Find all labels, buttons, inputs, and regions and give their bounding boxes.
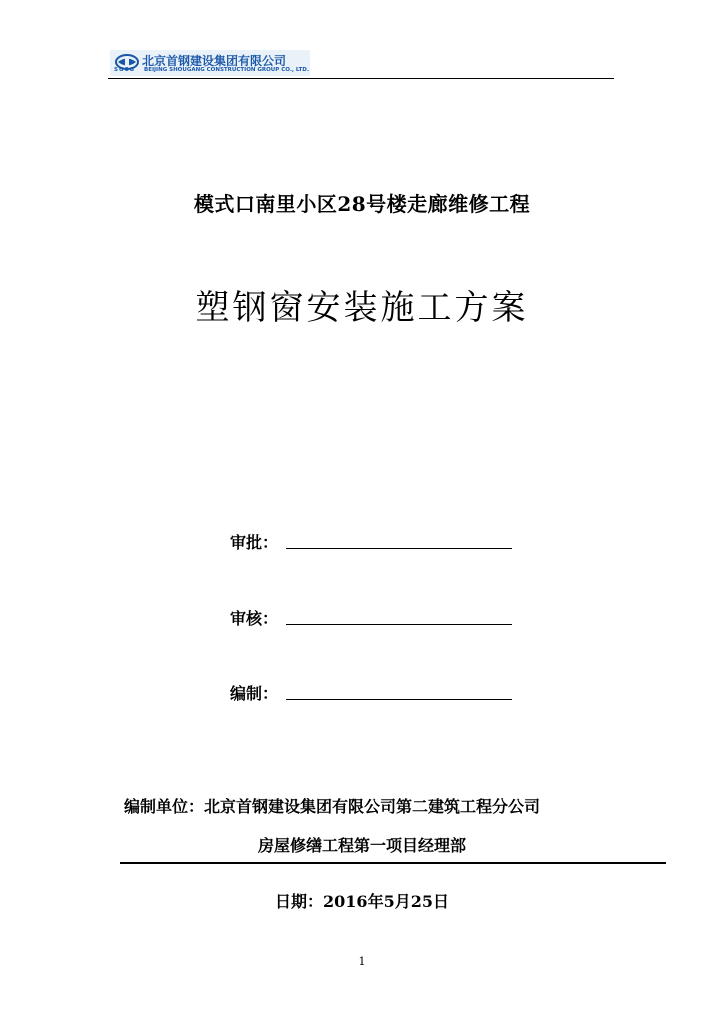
project-title: 模式口南里小区28号楼走廊维修工程: [193, 192, 531, 216]
review-label: 审核：: [230, 609, 279, 628]
footer-divider: [120, 862, 666, 864]
document-title: 塑钢窗安装施工方案: [195, 288, 529, 328]
company-logo: [110, 50, 310, 78]
document-date: 日期：2016年5月25日: [275, 892, 449, 911]
company-english-name: BEIJING SHOUGANG CONSTRUCTION GROUP CO., LTD.: [144, 67, 309, 73]
department: 房屋修缮工程第一项目经理部: [257, 836, 466, 855]
approval-label: 审批：: [230, 533, 279, 552]
page-number: 1: [358, 955, 366, 968]
company-abbr: SGCG: [114, 67, 136, 73]
company-name: 北京首钢建设集团有限公司: [142, 54, 287, 68]
author-label: 编制：: [230, 684, 279, 703]
author-signature-line: [286, 699, 512, 700]
approval-signature-line: [286, 548, 512, 549]
header-divider: [108, 78, 614, 79]
compiling-unit: 编制单位：北京首钢建设集团有限公司第二建筑工程分公司: [124, 797, 541, 816]
review-signature-line: [286, 624, 512, 625]
